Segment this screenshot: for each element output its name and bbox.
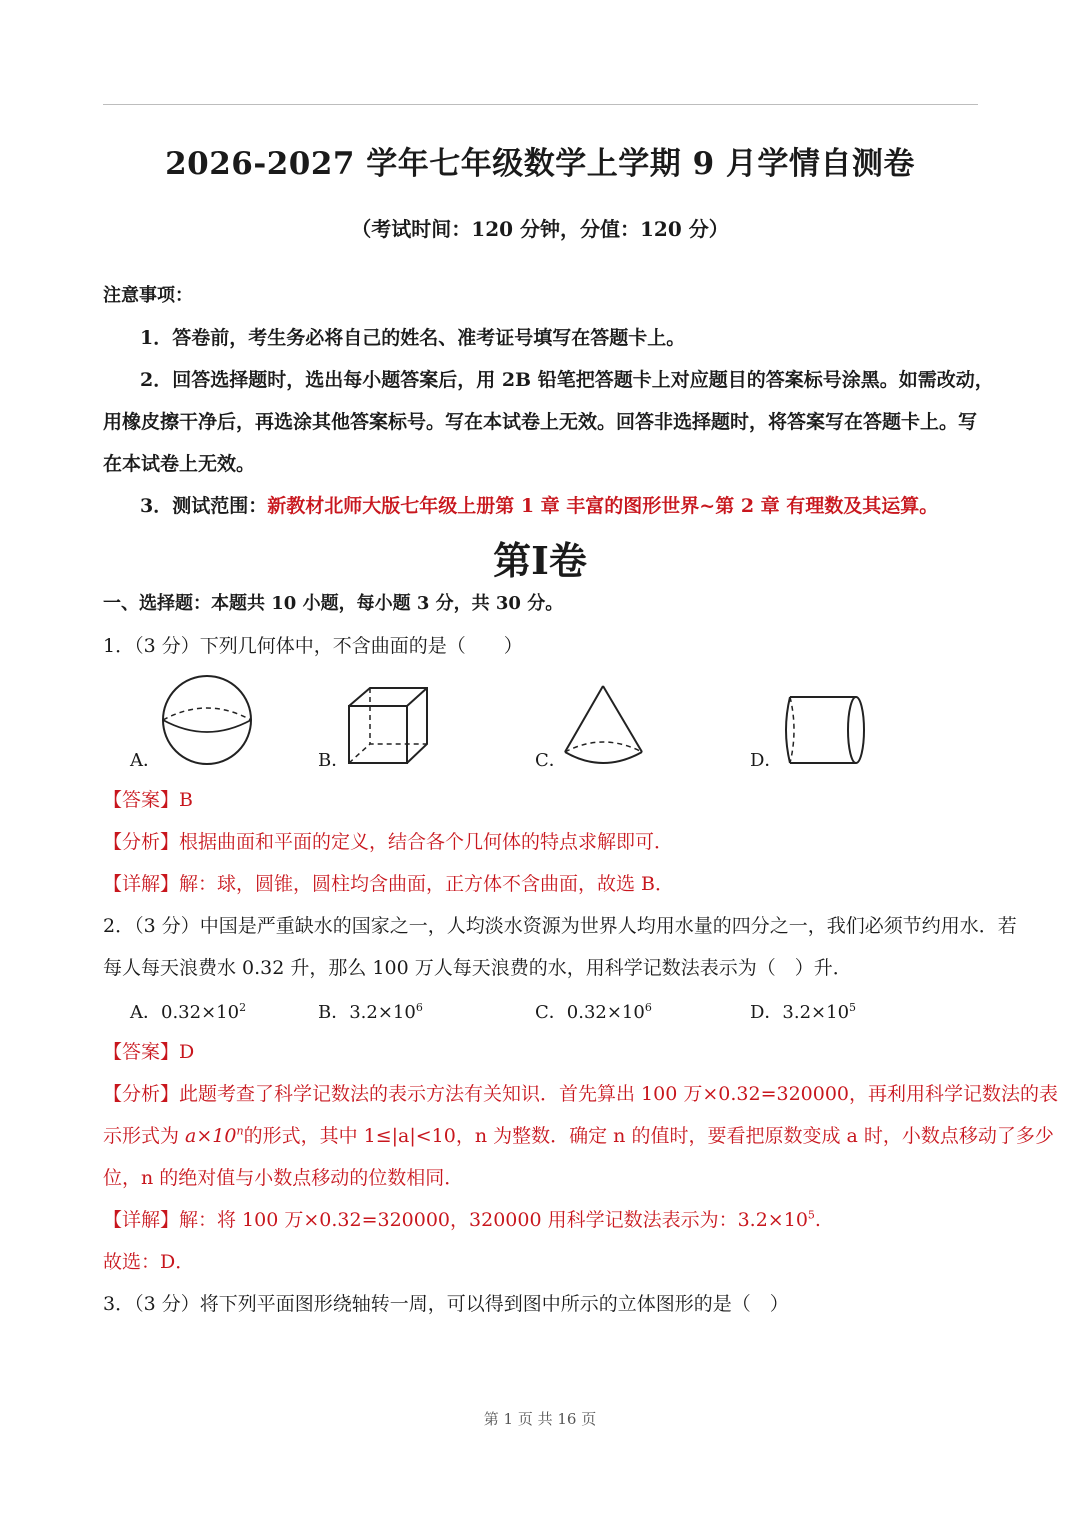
notice-item-2-line-1: 2．回答选择题时，选出每小题答案后，用 2B 铅笔把答题卡上对应题目的答案标号涂黑。如需改动， [140,369,994,391]
q1-analysis: 【分析】根据曲面和平面的定义，结合各个几何体的特点求解即可． [103,831,674,853]
q1-stem: 1．（3 分）下列几何体中，不含曲面的是（ ） [103,635,523,657]
cylinder-icon [780,694,866,766]
cone-icon [563,684,645,766]
q2-conclusion: 故选：D． [103,1251,195,1273]
q2-analysis-line-3: 位，n 的绝对值与小数点移动的位数相同． [103,1167,464,1189]
page-footer: 第 1 页 共 16 页 [483,1410,597,1428]
notice-item-1: 1．答卷前，考生务必将自己的姓名、准考证号填写在答题卡上。 [140,327,686,349]
q2-analysis-line-2: 示形式为 $a\times 10^n$的形式，其中 1≤|a|<10，n 为整数．确定 n 的值时，要看把原数变成 a 时，小数点移动了多少 [103,1124,1054,1147]
notice-item-3-prefix: 3．测试范围： [140,495,268,517]
q1-option-a: A． [130,750,161,771]
q3-stem: 3．（3 分）将下列平面图形绕轴转一周，可以得到图中所示的立体图形的是（ ） [103,1293,789,1315]
exam-info: （考试时间：120 分钟，分值：120 分） [351,217,729,241]
q2-option-c: C．$0.32\times 10^6$ [535,1001,652,1023]
q2-detail: 【详解】解：将 100 万×0.32=320000，320000 用科学记数法表示为：$3.2\times 10^5$. [103,1208,821,1231]
q2-option-b: B．$3.2\times 10^6$ [318,1001,423,1023]
test-scope: 新教材北师大版七年级上册第 1 章 丰富的图形世界~第 2 章 有理数及其运算。 [267,495,939,517]
sphere-icon [160,674,255,766]
q1-option-d: D． [750,750,783,771]
page-title: 2026-2027 学年七年级数学上学期 9 月学情自测卷 [165,146,915,182]
q1-option-b: B． [318,750,350,771]
notice-item-2-line-2: 用橡皮擦干净后，再选涂其他答案标号。写在本试卷上无效。回答非选择题时，将答案写在答题卡上。写 [103,411,978,433]
section-1-heading: 一、选择题：本题共 10 小题，每小题 3 分，共 30 分。 [103,593,564,614]
q2-analysis-line-1: 【分析】此题考查了科学记数法的表示方法有关知识．首先算出 100 万×0.32=320000，再利用科学记数法的表 [103,1083,1059,1105]
q2-option-d: D．$3.2\times 10^5$ [750,1001,857,1023]
q1-option-c: C． [535,750,567,771]
notice-heading: 注意事项： [103,285,193,306]
q1-answer: 【答案】B [103,789,193,811]
notice-item-3 [140,492,938,520]
q2-answer: 【答案】D [103,1041,195,1063]
q2-stem-line-2: 每人每天浪费水 0.32 升，那么 100 万人每天浪费的水，用科学记数法表示为（ ）升． [103,957,852,979]
q2-option-a: A．$0.32\times 10^2$ [130,1001,247,1023]
volume-title: 第Ⅰ卷 [493,538,587,583]
q1-detail: 【详解】解：球，圆锥，圆柱均含曲面，正方体不含曲面，故选 B． [103,873,675,895]
q2-stem-line-1: 2．（3 分）中国是严重缺水的国家之一，人均淡水资源为世界人均用水量的四分之一，我们必须节约用水．若 [103,915,1017,937]
notice-item-2-line-3: 在本试卷上无效。 [103,453,256,475]
header-rule [103,104,978,105]
cube-icon [346,686,430,766]
